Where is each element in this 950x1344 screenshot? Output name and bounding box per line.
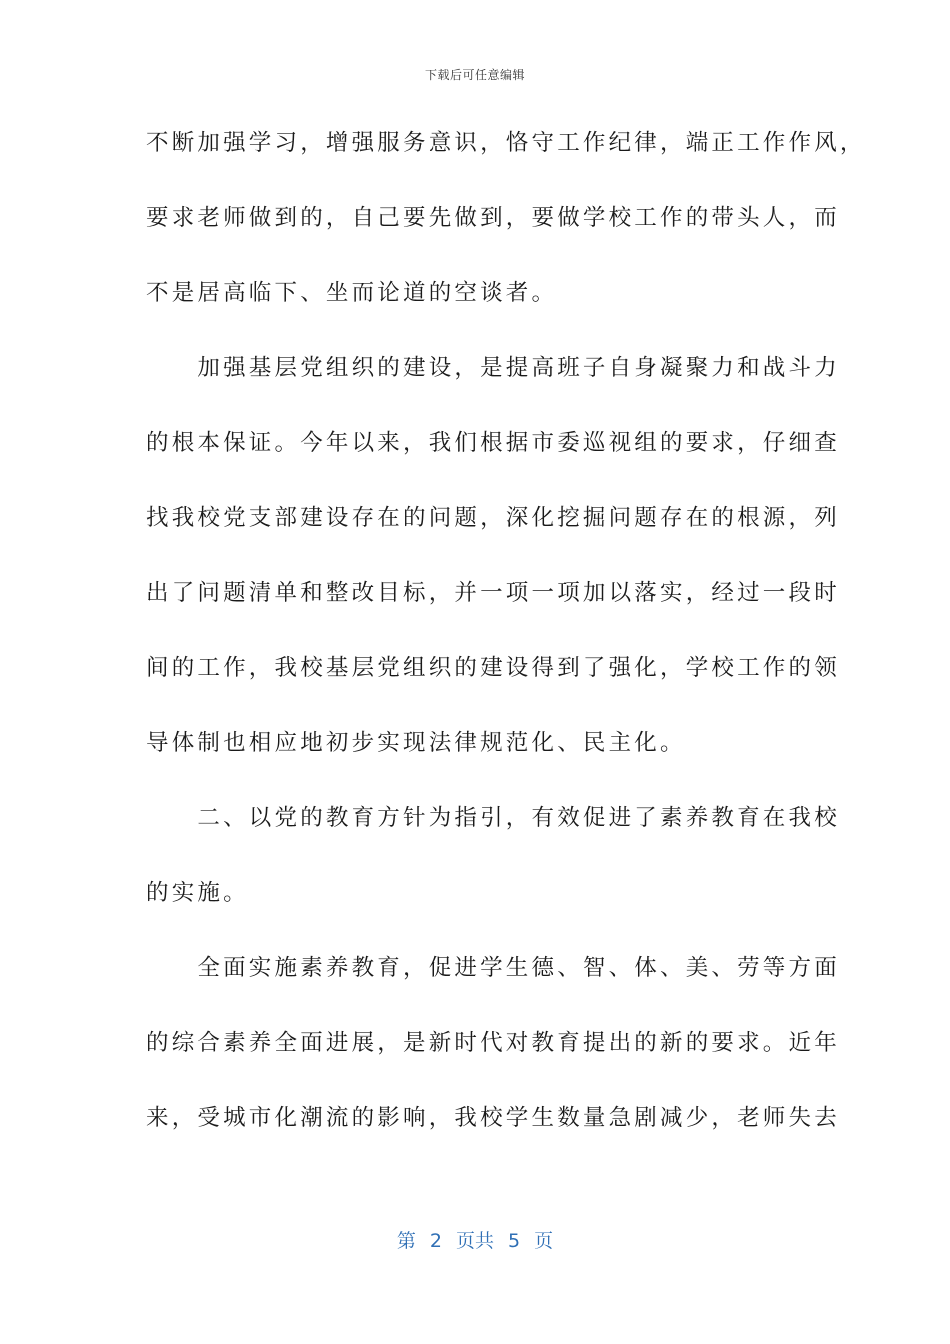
body-line: 的根本保证。今年以来，我们根据市委巡视组的要求，仔细查 (146, 430, 840, 456)
page-footer (0, 1226, 950, 1253)
page-header: 下载后可任意编辑 (424, 68, 525, 82)
body-line: 出了问题清单和整改目标，并一项一项加以落实，经过一段时 (146, 580, 840, 606)
body-line: 导体制也相应地初步实现法律规范化、民主化。 (146, 730, 686, 756)
footer-page-number: 2 (429, 1230, 442, 1252)
body-line: 二、以党的教育方针为指引，有效促进了素养教育在我校 (146, 805, 840, 831)
body-line: 的综合素养全面进展，是新时代对教育提出的新的要求。近年 (146, 1030, 840, 1056)
footer-middle: 页共 (455, 1230, 494, 1252)
body-line: 的实施。 (146, 880, 249, 906)
footer-suffix: 页 (534, 1230, 554, 1252)
body-line: 找我校党支部建设存在的问题，深化挖掘问题存在的根源，列 (146, 505, 840, 531)
footer-prefix: 第 (396, 1230, 416, 1252)
body-line: 来，受城市化潮流的影响，我校学生数量急剧减少，老师失去 (146, 1105, 840, 1131)
footer-total-pages: 5 (508, 1230, 521, 1252)
body-line: 不是居高临下、坐而论道的空谈者。 (146, 280, 558, 306)
body-line: 加强基层党组织的建设，是提高班子自身凝聚力和战斗力 (146, 355, 840, 381)
body-line: 全面实施素养教育，促进学生德、智、体、美、劳等方面 (146, 955, 840, 981)
body-line: 间的工作，我校基层党组织的建设得到了强化，学校工作的领 (146, 655, 840, 681)
body-line: 要求老师做到的，自己要先做到，要做学校工作的带头人，而 (146, 205, 840, 231)
body-line: 不断加强学习，增强服务意识，恪守工作纪律，端正工作作风， (146, 130, 866, 156)
